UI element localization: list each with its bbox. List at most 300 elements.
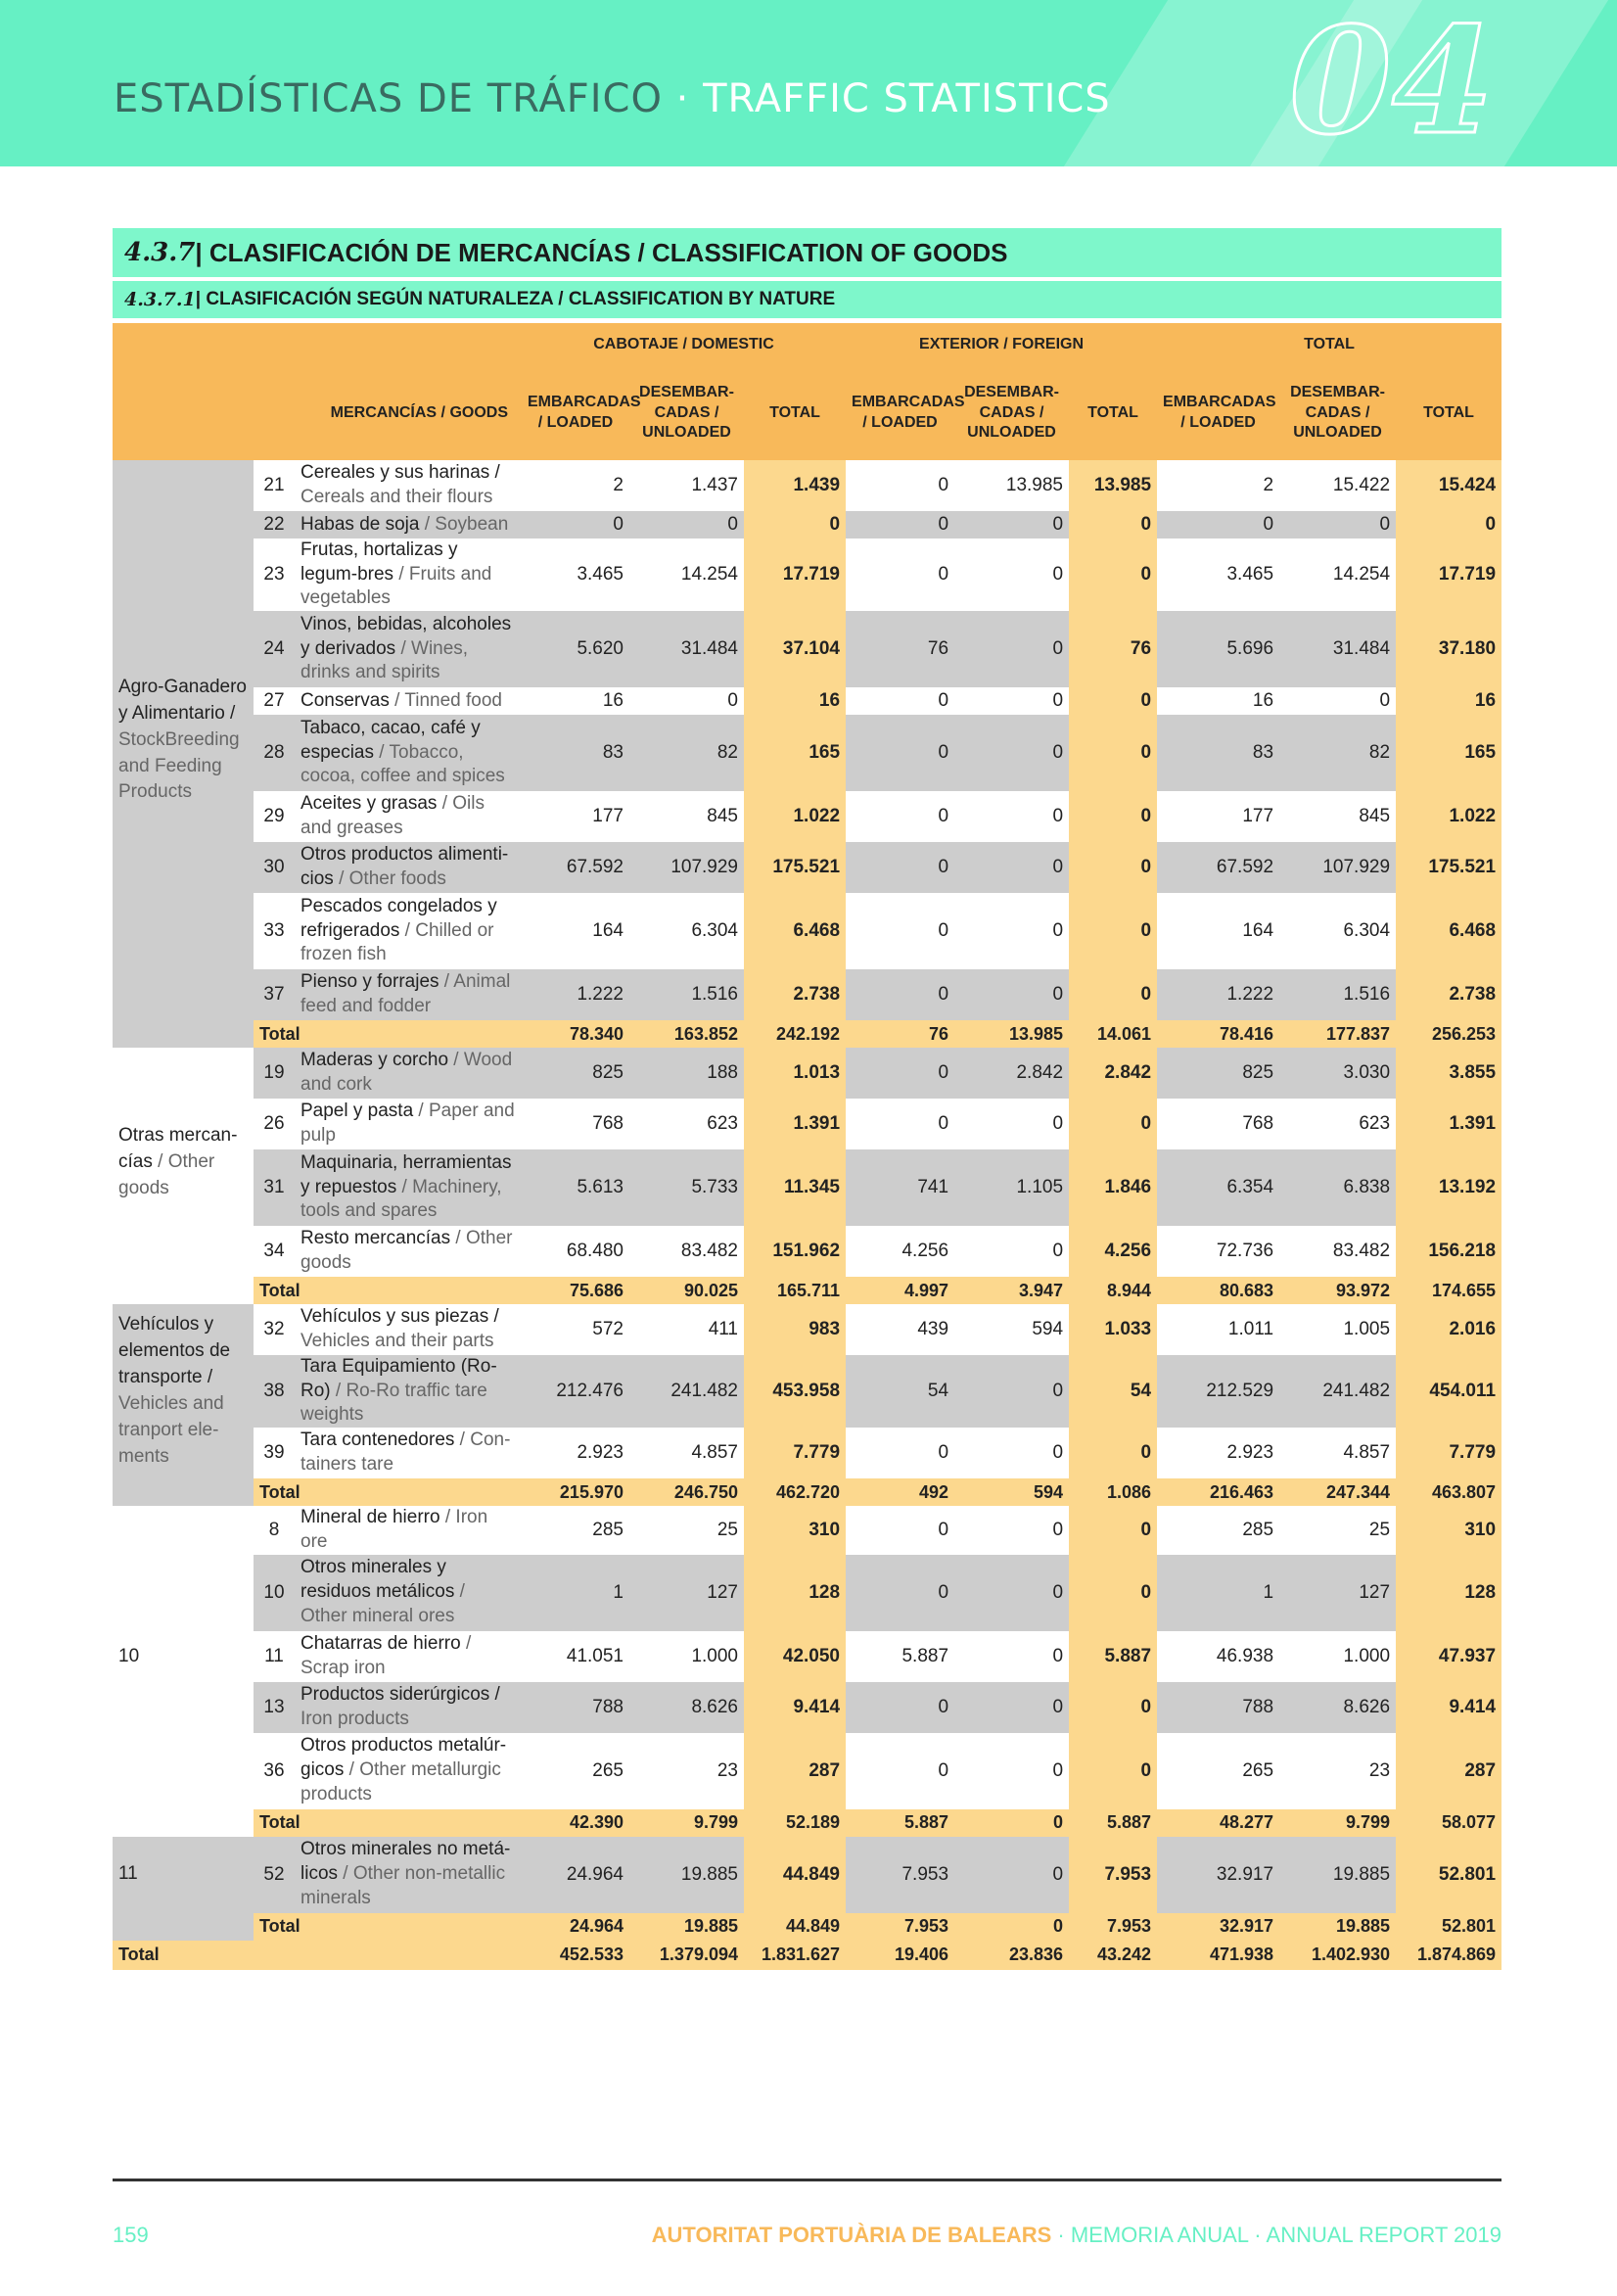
value-cell: 107.929 — [629, 842, 744, 893]
subtotal-value: 594 — [954, 1478, 1069, 1506]
value-cell: 5.613 — [522, 1149, 629, 1226]
grand-total-value: 1.874.869 — [1396, 1941, 1502, 1970]
group-label — [113, 1304, 254, 1478]
subtotal-value: 32.917 — [1157, 1913, 1279, 1941]
value-cell: 1.391 — [1396, 1099, 1502, 1149]
subtotal-value: 492 — [846, 1478, 954, 1506]
footer-org: AUTORITAT PORTUÀRIA DE BALEARS — [651, 2223, 1052, 2247]
value-cell: 0 — [846, 1048, 954, 1099]
value-cell: 287 — [1396, 1733, 1502, 1809]
goods-name-en: / Animal feed and fodder — [300, 971, 511, 1017]
subtotal-label: Total — [254, 1913, 522, 1941]
column-header-line: / LOADED — [1180, 414, 1256, 431]
value-cell: 0 — [1069, 715, 1157, 791]
goods-description — [295, 791, 522, 842]
value-cell: 0 — [629, 511, 744, 539]
value-cell: 0 — [954, 1733, 1069, 1809]
value-cell: 164 — [522, 893, 629, 969]
value-cell: 23 — [629, 1733, 744, 1809]
value-cell: 0 — [1069, 969, 1157, 1020]
value-cell: 6.304 — [629, 893, 744, 969]
footer-separator: · — [1051, 2223, 1071, 2247]
column-header-line: CADAS / — [654, 403, 719, 421]
value-cell: 6.468 — [1396, 893, 1502, 969]
header-separator: · — [662, 76, 704, 121]
table-row — [113, 893, 1502, 969]
value-cell: 1.000 — [629, 1631, 744, 1682]
value-cell: 107.929 — [1279, 842, 1396, 893]
value-cell: 6.468 — [744, 893, 846, 969]
value-cell: 14.254 — [1279, 539, 1396, 611]
goods-name-en: / Ro-Ro traffic tare weights — [300, 1380, 487, 1426]
value-cell: 1.516 — [629, 969, 744, 1020]
value-cell: 8.626 — [1279, 1682, 1396, 1733]
goods-name-es: Pienso y forrajes — [300, 971, 439, 993]
subtotal-label: Total — [254, 1277, 522, 1304]
value-cell: 788 — [1157, 1682, 1279, 1733]
value-cell: 623 — [629, 1099, 744, 1149]
table-row — [113, 1304, 1502, 1355]
grand-total-value: 471.938 — [1157, 1941, 1279, 1970]
value-cell: 164 — [1157, 893, 1279, 969]
table-row — [113, 1048, 1502, 1099]
value-cell: 594 — [954, 1304, 1069, 1355]
value-cell: 0 — [954, 1837, 1069, 1913]
goods-name-es: Conservas — [300, 689, 390, 711]
table-body — [113, 460, 1502, 1970]
subtotal-value: 163.852 — [629, 1020, 744, 1048]
value-cell: 0 — [954, 687, 1069, 715]
column-header-line: DESEMBAR- — [639, 383, 734, 400]
goods-description — [295, 539, 522, 611]
column-header-line: DESEMBAR- — [964, 383, 1059, 400]
value-cell: 0 — [954, 791, 1069, 842]
value-cell: 285 — [1157, 1506, 1279, 1554]
footer-divider — [113, 2179, 1502, 2181]
value-cell: 5.696 — [1157, 611, 1279, 687]
table-row — [113, 1733, 1502, 1809]
value-cell: 25 — [1279, 1506, 1396, 1554]
goods-code: 36 — [254, 1733, 295, 1809]
value-cell: 845 — [629, 791, 744, 842]
value-cell: 0 — [1069, 539, 1157, 611]
group-label — [113, 1837, 254, 1913]
value-cell: 0 — [954, 842, 1069, 893]
goods-name-es: Otros minerales y residuos metálicos — [300, 1557, 455, 1603]
value-cell: 5.887 — [846, 1631, 954, 1682]
subtotal-value: 42.390 — [522, 1809, 629, 1837]
value-cell: 54 — [1069, 1355, 1157, 1428]
goods-name-en: / Tobacco, cocoa, coffee and spices — [300, 741, 505, 787]
value-cell: 83.482 — [629, 1226, 744, 1277]
value-cell: 0 — [1069, 1428, 1157, 1478]
subtotal-row — [113, 1809, 1502, 1837]
goods-code: 33 — [254, 893, 295, 969]
subtotal-value: 78.416 — [1157, 1020, 1279, 1048]
value-cell: 0 — [1069, 791, 1157, 842]
subtotal-spacer — [113, 1913, 254, 1941]
goods-description — [295, 1733, 522, 1809]
value-cell: 16 — [1157, 687, 1279, 715]
subtotal-value: 5.887 — [846, 1809, 954, 1837]
goods-description — [295, 1555, 522, 1631]
section-title-text: | CLASIFICACIÓN DE MERCANCÍAS / CLASSIFICATION OF GOODS — [195, 237, 1008, 267]
value-cell: 0 — [954, 715, 1069, 791]
value-cell: 1 — [522, 1555, 629, 1631]
value-cell: 0 — [846, 842, 954, 893]
value-cell: 2 — [1157, 460, 1279, 511]
value-cell: 0 — [846, 1682, 954, 1733]
table-row — [113, 1149, 1502, 1226]
value-cell: 4.256 — [846, 1226, 954, 1277]
subtotal-value: 48.277 — [1157, 1809, 1279, 1837]
goods-name-es: Maderas y corcho — [300, 1050, 449, 1071]
value-cell: 0 — [954, 1355, 1069, 1428]
grand-total-value: 1.402.930 — [1279, 1941, 1396, 1970]
goods-name-en: Cereals and their flours — [300, 487, 493, 507]
header-title-es: ESTADÍSTICAS DE TRÁFICO — [114, 76, 663, 121]
value-cell: 0 — [1279, 687, 1396, 715]
subtotal-value: 9.799 — [1279, 1809, 1396, 1837]
subtotal-value: 13.985 — [954, 1020, 1069, 1048]
goods-code: 34 — [254, 1226, 295, 1277]
subtotal-row — [113, 1478, 1502, 1506]
value-cell: 16 — [522, 687, 629, 715]
value-cell: 7.779 — [1396, 1428, 1502, 1478]
column-header-line: CADAS / — [979, 403, 1044, 421]
subtotal-value: 19.885 — [1279, 1913, 1396, 1941]
value-cell: 768 — [522, 1099, 629, 1149]
subtotal-value: 1.086 — [1069, 1478, 1157, 1506]
value-cell: 0 — [744, 511, 846, 539]
goods-description — [295, 687, 522, 715]
value-cell: 1.033 — [1069, 1304, 1157, 1355]
goods-description — [295, 1631, 522, 1682]
subtotal-value: 44.849 — [744, 1913, 846, 1941]
goods-name-en: / Paper and pulp — [300, 1101, 515, 1147]
subtotal-label: Total — [254, 1020, 522, 1048]
value-cell: 1.437 — [629, 460, 744, 511]
value-cell: 76 — [846, 611, 954, 687]
goods-code: 8 — [254, 1506, 295, 1554]
value-cell: 82 — [629, 715, 744, 791]
goods-code: 13 — [254, 1682, 295, 1733]
goods-code: 24 — [254, 611, 295, 687]
subtotal-value: 7.953 — [846, 1913, 954, 1941]
value-cell: 411 — [629, 1304, 744, 1355]
value-cell: 1.222 — [1157, 969, 1279, 1020]
goods-name-es: Resto mercancías — [300, 1228, 451, 1249]
value-cell: 0 — [846, 791, 954, 842]
value-cell: 1.391 — [744, 1099, 846, 1149]
value-cell: 0 — [954, 1099, 1069, 1149]
goods-code: 37 — [254, 969, 295, 1020]
subtotal-value: 215.970 — [522, 1478, 629, 1506]
subtotal-value: 78.340 — [522, 1020, 629, 1048]
goods-code: 32 — [254, 1304, 295, 1355]
value-cell: 7.779 — [744, 1428, 846, 1478]
value-cell: 8.626 — [629, 1682, 744, 1733]
subtotal-value: 52.801 — [1396, 1913, 1502, 1941]
goods-code: 38 — [254, 1355, 295, 1428]
value-cell: 0 — [846, 1506, 954, 1554]
table-row — [113, 1631, 1502, 1682]
column-header-line: DESEMBAR- — [1290, 383, 1385, 400]
goods-description — [295, 1506, 522, 1554]
footer-text — [652, 2223, 1502, 2248]
subtotal-value: 9.799 — [629, 1809, 744, 1837]
goods-name-es: Otros productos metalúr-gicos — [300, 1735, 507, 1781]
goods-name-es: Frutas, hortalizas y legum-bres — [300, 539, 458, 585]
subtotal-value: 0 — [954, 1913, 1069, 1941]
group-label-es: 10 — [118, 1646, 140, 1667]
goods-description — [295, 1355, 522, 1428]
goods-name-es: Tara Equipamiento (Ro-Ro) — [300, 1356, 497, 1401]
value-cell: 47.937 — [1396, 1631, 1502, 1682]
value-cell: 265 — [1157, 1733, 1279, 1809]
subtotal-spacer — [113, 1809, 254, 1837]
group-label-es: Agro-Ganadero y Alimentario / — [118, 676, 247, 724]
goods-name-en: / Chilled or frozen fish — [300, 919, 494, 965]
value-cell: 67.592 — [1157, 842, 1279, 893]
value-cell: 19.885 — [629, 1837, 744, 1913]
table-row — [113, 1428, 1502, 1478]
column-header — [1279, 366, 1396, 460]
value-cell: 0 — [954, 1631, 1069, 1682]
goods-description — [295, 1428, 522, 1478]
goods-name-es: Chatarras de hierro — [300, 1632, 461, 1654]
value-cell: 37.180 — [1396, 611, 1502, 687]
value-cell: 72.736 — [1157, 1226, 1279, 1277]
subtotal-value: 58.077 — [1396, 1809, 1502, 1837]
value-cell: 11.345 — [744, 1149, 846, 1226]
value-cell: 128 — [744, 1555, 846, 1631]
subtotal-value: 76 — [846, 1020, 954, 1048]
value-cell: 1.022 — [744, 791, 846, 842]
subtotal-value: 463.807 — [1396, 1478, 1502, 1506]
grand-total-value: 43.242 — [1069, 1941, 1157, 1970]
subsection-title-text: | CLASIFICACIÓN SEGÚN NATURALEZA / CLASSIFICATION BY NATURE — [195, 289, 836, 309]
group-header-row — [113, 323, 1502, 366]
subtotal-label: Total — [254, 1809, 522, 1837]
table-row — [113, 1837, 1502, 1913]
value-cell: 0 — [629, 687, 744, 715]
value-cell: 2.738 — [1396, 969, 1502, 1020]
subtotal-value: 216.463 — [1157, 1478, 1279, 1506]
value-cell: 0 — [1069, 511, 1157, 539]
goods-description — [295, 1304, 522, 1355]
subtotal-value: 93.972 — [1279, 1277, 1396, 1304]
goods-name-en: / Oils and greases — [300, 793, 485, 839]
goods-name-en: / Wines, drinks and spirits — [300, 637, 469, 683]
subtotal-value: 5.887 — [1069, 1809, 1157, 1837]
column-header-line: UNLOADED — [642, 424, 731, 442]
goods-code: 30 — [254, 842, 295, 893]
goods-code: 29 — [254, 791, 295, 842]
grand-total-value: 452.533 — [522, 1941, 629, 1970]
table-row — [113, 611, 1502, 687]
goods-name-en: / Scrap iron — [300, 1632, 472, 1678]
table-row — [113, 969, 1502, 1020]
value-cell: 788 — [522, 1682, 629, 1733]
value-cell: 454.011 — [1396, 1355, 1502, 1428]
value-cell: 23 — [1279, 1733, 1396, 1809]
value-cell: 0 — [954, 1555, 1069, 1631]
goods-description — [295, 1682, 522, 1733]
value-cell: 0 — [1069, 893, 1157, 969]
value-cell: 5.733 — [629, 1149, 744, 1226]
value-cell: 4.857 — [629, 1428, 744, 1478]
grand-total-value: 1.379.094 — [629, 1941, 744, 1970]
value-cell: 128 — [1396, 1555, 1502, 1631]
value-cell: 310 — [744, 1506, 846, 1554]
value-cell: 82 — [1279, 715, 1396, 791]
value-cell: 0 — [846, 1733, 954, 1809]
header-title-en: TRAFFIC STATISTICS — [703, 76, 1111, 121]
value-cell: 127 — [1279, 1555, 1396, 1631]
column-header-line: TOTAL — [1423, 403, 1474, 421]
goods-description — [295, 1837, 522, 1913]
value-cell: 156.218 — [1396, 1226, 1502, 1277]
goods-code: 52 — [254, 1837, 295, 1913]
value-cell: 17.719 — [1396, 539, 1502, 611]
value-cell: 165 — [1396, 715, 1502, 791]
value-cell: 165 — [744, 715, 846, 791]
value-cell: 44.849 — [744, 1837, 846, 1913]
value-cell: 768 — [1157, 1099, 1279, 1149]
value-cell: 1.005 — [1279, 1304, 1396, 1355]
goods-name-en: / Soybean — [424, 513, 509, 535]
column-header-line: / LOADED — [537, 414, 614, 431]
value-cell: 0 — [846, 1099, 954, 1149]
value-cell: 52.801 — [1396, 1837, 1502, 1913]
value-cell: 13.985 — [1069, 460, 1157, 511]
value-cell: 13.985 — [954, 460, 1069, 511]
goods-name-en: / Machinery, tools and spares — [300, 1176, 502, 1222]
group-label — [113, 460, 254, 1020]
value-cell: 572 — [522, 1304, 629, 1355]
group-label-es: 11 — [118, 1863, 138, 1885]
value-cell: 0 — [846, 539, 954, 611]
value-cell: 287 — [744, 1733, 846, 1809]
subtotal-value: 165.711 — [744, 1277, 846, 1304]
value-cell: 2.842 — [1069, 1048, 1157, 1099]
goods-name-en: / Fruits and vegetables — [300, 563, 492, 609]
value-cell: 1.222 — [522, 969, 629, 1020]
goods-code: 23 — [254, 539, 295, 611]
subtotal-value: 462.720 — [744, 1478, 846, 1506]
value-cell: 1.000 — [1279, 1631, 1396, 1682]
column-header — [1157, 366, 1279, 460]
value-cell: 14.254 — [629, 539, 744, 611]
value-cell: 0 — [954, 969, 1069, 1020]
value-cell: 0 — [954, 893, 1069, 969]
goods-name-en: Iron products — [300, 1708, 409, 1729]
goods-name-en: / Other mineral ores — [300, 1581, 465, 1626]
value-cell: 127 — [629, 1555, 744, 1631]
column-header-line: TOTAL — [769, 403, 820, 421]
value-cell: 1.013 — [744, 1048, 846, 1099]
value-cell: 177 — [1157, 791, 1279, 842]
goods-name-es: Vehículos y sus piezas / — [300, 1306, 499, 1328]
subtotal-value: 247.344 — [1279, 1478, 1396, 1506]
value-cell: 212.476 — [522, 1355, 629, 1428]
goods-code: 22 — [254, 511, 295, 539]
goods-name-es: Habas de soja — [300, 513, 420, 535]
table-row — [113, 687, 1502, 715]
subtotal-value: 19.885 — [629, 1913, 744, 1941]
subtotal-value: 8.944 — [1069, 1277, 1157, 1304]
table-row — [113, 1555, 1502, 1631]
column-header — [744, 366, 846, 460]
goods-name-en: / Tinned food — [394, 689, 502, 711]
value-cell: 623 — [1279, 1099, 1396, 1149]
column-header-line: CADAS / — [1305, 403, 1370, 421]
goods-name-en: / Other foods — [339, 868, 446, 890]
value-cell: 2.923 — [1157, 1428, 1279, 1478]
group-label-en: / Other goods — [118, 1150, 215, 1198]
goods-name-es: Mineral de hierro — [300, 1507, 440, 1528]
table-row — [113, 1506, 1502, 1554]
group-label-es: Otras mercan-cías — [118, 1124, 238, 1172]
goods-name-en: / Wood and cork — [300, 1050, 513, 1096]
value-cell: 68.480 — [522, 1226, 629, 1277]
goods-description — [295, 611, 522, 687]
value-cell: 6.304 — [1279, 893, 1396, 969]
value-cell: 37.104 — [744, 611, 846, 687]
value-cell: 0 — [846, 1428, 954, 1478]
subtotal-spacer — [113, 1478, 254, 1506]
value-cell: 0 — [954, 1226, 1069, 1277]
goods-name-es: Papel y pasta — [300, 1101, 414, 1122]
value-cell: 0 — [954, 611, 1069, 687]
table-row — [113, 1682, 1502, 1733]
value-cell: 19.885 — [1279, 1837, 1396, 1913]
goods-name-es: Maquinaria, herramientas y repuestos — [300, 1152, 512, 1197]
value-cell: 7.953 — [1069, 1837, 1157, 1913]
value-cell: 177 — [522, 791, 629, 842]
value-cell: 9.414 — [744, 1682, 846, 1733]
value-cell: 310 — [1396, 1506, 1502, 1554]
value-cell: 3.030 — [1279, 1048, 1396, 1099]
column-header — [629, 366, 744, 460]
subtotal-value: 242.192 — [744, 1020, 846, 1048]
goods-code: 11 — [254, 1631, 295, 1682]
value-cell: 825 — [522, 1048, 629, 1099]
total-header: TOTAL — [1157, 323, 1502, 366]
value-cell: 76 — [1069, 611, 1157, 687]
value-cell: 1.105 — [954, 1149, 1069, 1226]
goods-name-en: / Other goods — [300, 1228, 513, 1274]
value-cell: 2.842 — [954, 1048, 1069, 1099]
column-header — [522, 366, 641, 460]
goods-description — [295, 1149, 522, 1226]
value-cell: 188 — [629, 1048, 744, 1099]
goods-name-es: Productos siderúrgicos / — [300, 1683, 500, 1705]
table-row — [113, 715, 1502, 791]
column-header — [846, 366, 965, 460]
group-label-es: Vehículos y elementos de transporte / — [118, 1314, 231, 1388]
column-header — [1396, 366, 1502, 460]
value-cell: 24.964 — [522, 1837, 629, 1913]
goods-description — [295, 511, 522, 539]
value-cell: 9.414 — [1396, 1682, 1502, 1733]
group-label — [113, 1048, 254, 1277]
value-cell: 175.521 — [744, 842, 846, 893]
value-cell: 15.424 — [1396, 460, 1502, 511]
goods-description — [295, 1099, 522, 1149]
value-cell: 17.719 — [744, 539, 846, 611]
